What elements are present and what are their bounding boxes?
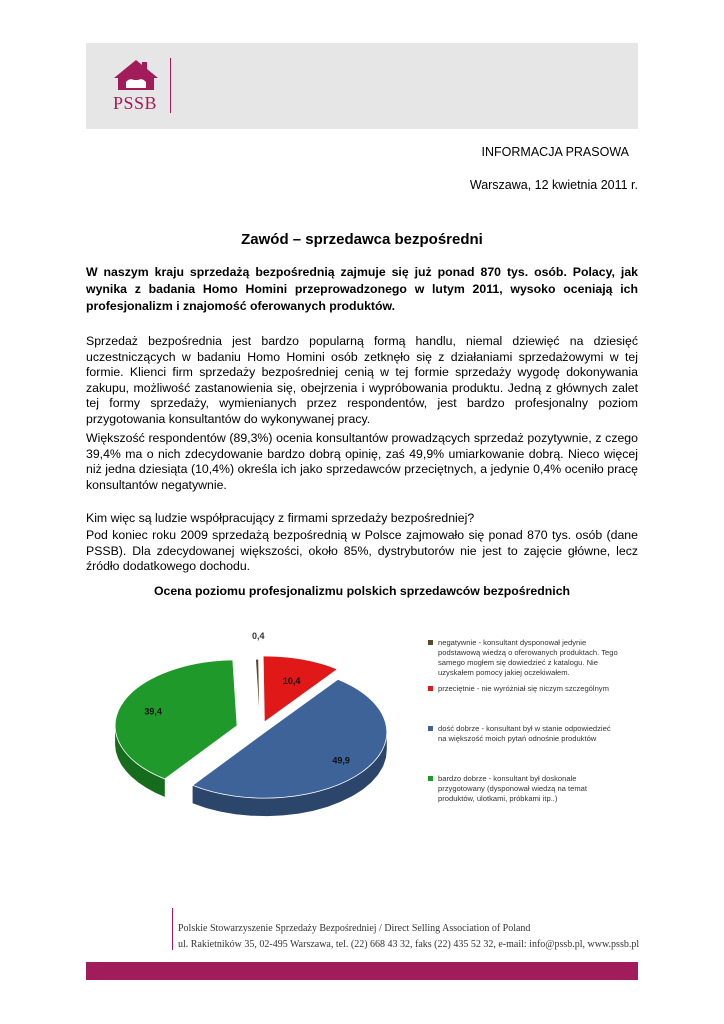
chart-title: Ocena poziomu profesjonalizmu polskich sprzedawców bezpośrednich [153, 584, 571, 598]
press-release-label: INFORMACJA PRASOWA [481, 145, 629, 159]
legend-label: bardzo dobrze - konsultant był doskonale przygotowany (dysponował wiedzą na temat produktów, ulotkami, próbkami itp..) [438, 774, 588, 803]
legend-item [428, 774, 618, 804]
lead-paragraph: W naszym kraju sprzedażą bezpośrednią zajmuje się już ponad 870 tys. osób. Polacy, jak wynika z badania Homo Homini przeprowadzonego w lutym 2011, wysoko oceniają ich profesjonalizm i znajomość oferowanych produktów. [86, 265, 638, 313]
chart-legend [428, 638, 618, 804]
body-paragraph: Kim więc są ludzie współpracujący z firmami sprzedaży bezpośredniej? [86, 511, 475, 525]
legend-label: negatywnie - konsultant dysponował jedynie podstawową wiedzą o oferowanych produktach. Tego samego mogłem się dowiedzieć z katalogu. Nie uzyskałem pomocy jakiej oczekiwałem. [438, 638, 618, 677]
dateline: Warszawa, 12 kwietnia 2011 r. [469, 178, 638, 192]
logo-text: PSSB [113, 93, 158, 113]
legend-swatch [428, 686, 433, 691]
footer-divider [172, 908, 173, 950]
pie-slice [256, 659, 260, 725]
legend-label: dość dobrze - konsultant był w stanie odpowiedzieć na większość moich pytań odnośnie produktów [438, 724, 611, 743]
footer-organization: Polskie Stowarzyszenie Sprzedaży Bezpośredniej / Direct Selling Association of Poland [178, 923, 531, 934]
header-band [86, 43, 638, 129]
body-paragraph: Pod koniec roku 2009 sprzedażą bezpośrednią w Polsce zajmowało się ponad 870 tys. osób (dane PSSB). Dla zdecydowanej większości, około 85%, dystrybutorów nie jest to zajęcie główne, lecz źródło dodatkowego dochodu. [86, 528, 638, 573]
pie-slice [115, 660, 237, 779]
footer-band [86, 962, 638, 980]
legend-swatch [428, 776, 433, 781]
legend-swatch [428, 726, 433, 731]
legend-item [428, 724, 618, 744]
pie-data-label: 10,4 [282, 676, 301, 687]
pie-data-label: 0,4 [252, 631, 265, 642]
footer-address: ul. Rakietników 35, 02-495 Warszawa, tel. (22) 668 43 32, faks (22) 435 52 32, e-mail: info@pssb.pl, www.pssb.pl [178, 939, 640, 950]
pie-data-label: 49,9 [332, 755, 350, 766]
pie-data-label: 39,4 [144, 706, 162, 717]
page-title: Zawód – sprzedawca bezpośredni [241, 231, 483, 248]
legend-item [428, 638, 618, 678]
legend-label: przeciętnie - nie wyróżniał się niczym szczególnym [438, 684, 609, 693]
body-paragraph: Sprzedaż bezpośrednia jest bardzo popularną formą handlu, niemal dziewięć na dziesięć uczestniczących w badaniu Homo Homini osób zetknęło się z działaniami sprzedażowymi w tej formie. Klienci firm sprzedaży bezpośredniej cenią w tej formie sprzedaży wygodę dokonywania zakupu, możliwość zastanowienia się, obejrzenia i wypróbowania produktu. Jedną z głównych zalet tej formy sprzedaży, wymienianych przez respondentów, jest bardzo profesjonalny poziom przygotowania konsultantów do wykonywanej pracy. [86, 334, 638, 426]
logo-divider [170, 58, 171, 113]
body-paragraph: Większość respondentów (89,3%) ocenia konsultantów prowadzących sprzedaż pozytywnie, z czego 39,4% ma o nich zdecydowanie bardzo dobrą opinię, zaś 49,9% umiarkowanie dobrą. Nieco więcej niż jedna dziesiąta (10,4%) określa ich jako sprzedawców przeciętnych, a jedynie 0,4% oceniło pracę konsultantów negatywnie. [86, 431, 638, 492]
legend-item [428, 684, 618, 694]
legend-swatch [428, 640, 433, 645]
